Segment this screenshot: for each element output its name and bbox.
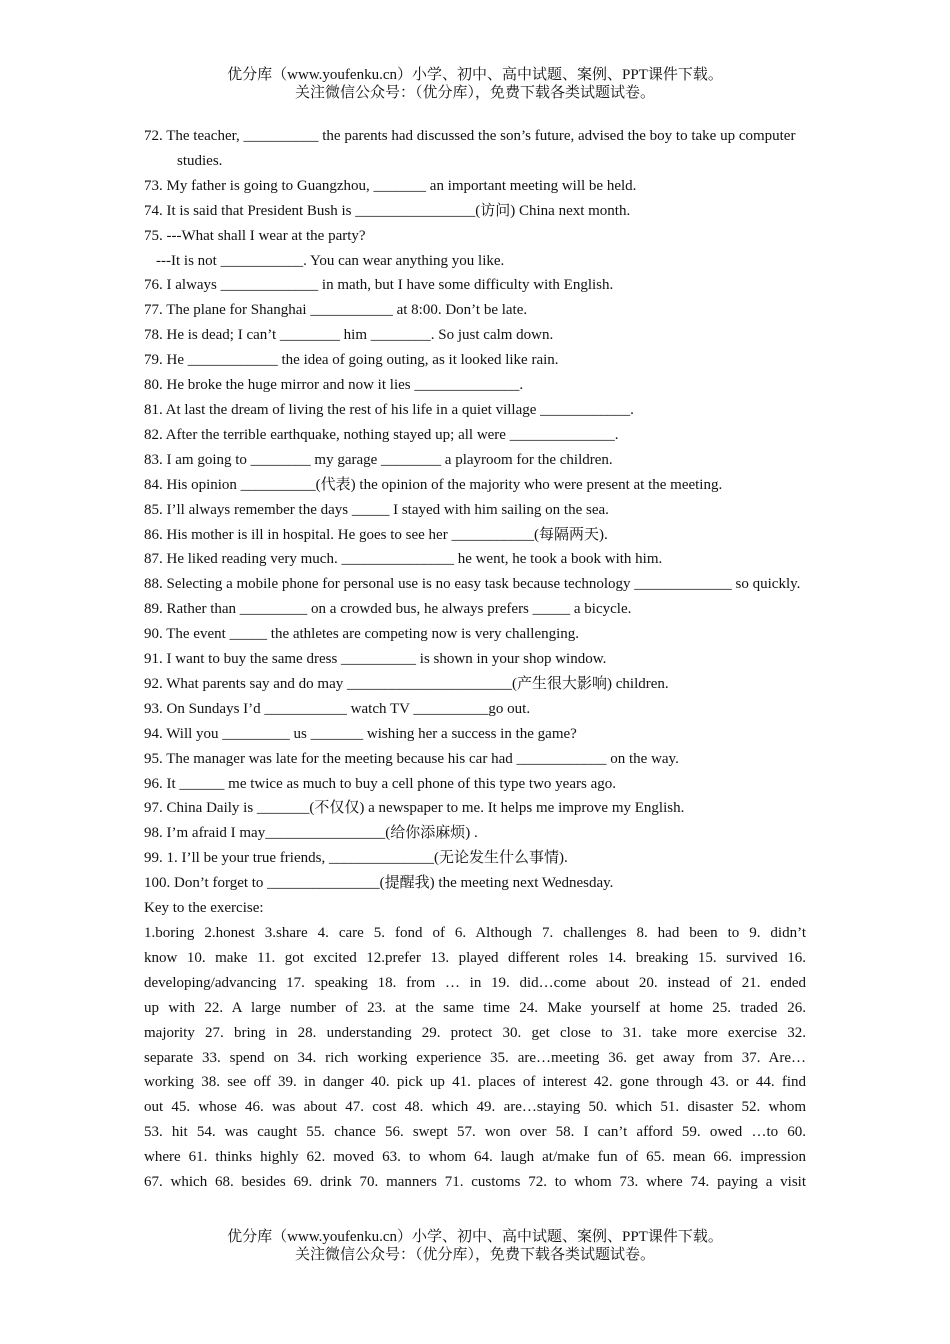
question-76: 76. I always _____________ in math, but I have some difficulty with English. [144, 277, 614, 294]
question-90: 90. The event _____ the athletes are competing now is very challenging. [144, 626, 580, 643]
question-94: 94. Will you _________ us _______ wishing her a success in the game? [144, 725, 577, 742]
answer-key-line: separate 33. spend on 34. rich working experience 35. are…meeting 36. get away from 37. Are… [144, 1049, 806, 1066]
question-87: 87. He liked reading very much. _______________ he went, he took a book with him. [144, 551, 663, 568]
question-88: 88. Selecting a mobile phone for personal use is no easy task because technology _____________ so quickly. [144, 576, 801, 593]
question-73: 73. My father is going to Guangzhou, _______ an important meeting will be held. [144, 177, 637, 194]
question-79: 79. He ____________ the idea of going outing, as it looked like rain. [144, 352, 559, 369]
question-100: 100. Don’t forget to _______________(提醒我) the meeting next Wednesday. [144, 875, 614, 892]
question-72: 72. The teacher, __________ the parents had discussed the son’s future, advised the boy to take up computer studies. [144, 128, 796, 169]
footer-line-2: 关注微信公众号：（优分库），免费下载各类试题试卷。 [294, 1247, 655, 1263]
question-84: 84. His opinion __________(代表) the opinion of the majority who were present at the meeting. [144, 476, 723, 493]
answer-key-line: know 10. make 11. got excited 12.prefer 13. played different roles 14. breaking 15. survived 16. [144, 949, 806, 966]
answer-key-line: out 45. whose 46. was about 47. cost 48. which 49. are…staying 50. which 51. disaster 52. whom [144, 1099, 806, 1116]
page-header [0, 66, 950, 102]
question-81: 81. At last the dream of living the rest of his life in a quiet village ____________. [144, 401, 634, 418]
header-line-1: 优分库（www.youfenku.cn）小学、初中、高中试题、案例、PPT课件下载。 [227, 67, 723, 83]
answer-key-line: developing/advancing 17. speaking 18. from … in 19. did…come about 20. instead of 21. ended [144, 974, 806, 991]
question-89: 89. Rather than _________ on a crowded bus, he always prefers _____ a bicycle. [144, 601, 632, 618]
header-line-2: 关注微信公众号：（优分库），免费下载各类试题试卷。 [294, 85, 655, 101]
question-99: 99. 1. I’ll be your true friends, ______________(无论发生什么事情). [144, 850, 568, 867]
answer-key-line: majority 27. bring in 28. understanding 29. protect 30. get close to 31. take more exercise 32. [144, 1024, 806, 1041]
question-92: 92. What parents say and do may ______________________(产生很大影响) children. [144, 675, 669, 692]
footer-line-1: 优分库（www.youfenku.cn）小学、初中、高中试题、案例、PPT课件下载。 [227, 1229, 723, 1245]
answer-key-line: 53. hit 54. was caught 55. chance 56. swept 57. won over 58. I can’t afford 59. owed …to 60. [144, 1124, 806, 1141]
question-98: 98. I’m afraid I may________________(给你添麻烦) . [144, 825, 478, 842]
question-83: 83. I am going to ________ my garage ________ a playroom for the children. [144, 451, 613, 468]
question-91: 91. I want to buy the same dress __________ is shown in your shop window. [144, 651, 607, 668]
question-85: 85. I’ll always remember the days _____ I stayed with him sailing on the sea. [144, 501, 609, 518]
answer-key-line: working 38. see off 39. in danger 40. pick up 41. places of interest 42. gone through 43. or 44. find [144, 1074, 806, 1091]
answer-key-line: 67. which 68. besides 69. drink 70. manners 71. customs 72. to whom 73. where 74. paying a visit [144, 1174, 806, 1191]
question-96: 96. It ______ me twice as much to buy a cell phone of this type two years ago. [144, 775, 616, 792]
question-75-answer-line: ---It is not ___________. You can wear anything you like. [156, 252, 505, 269]
question-75: 75. ---What shall I wear at the party? [144, 227, 366, 244]
answer-key-line: up with 22. A large number of 23. at the same time 24. Make yourself at home 25. traded 26. [144, 999, 806, 1016]
answer-key-title: Key to the exercise: [144, 900, 264, 917]
answer-key-line: where 61. thinks highly 62. moved 63. to whom 64. laugh at/make fun of 65. mean 66. impression [144, 1149, 806, 1166]
question-86: 86. His mother is ill in hospital. He goes to see her ___________(每隔两天). [144, 526, 608, 543]
question-77: 77. The plane for Shanghai ___________ at 8:00. Don’t be late. [144, 302, 528, 319]
answer-key-line: 1.boring 2.honest 3.share 4. care 5. fond of 6. Although 7. challenges 8. had been to 9. didn’t [144, 925, 806, 941]
question-93: 93. On Sundays I’d ___________ watch TV __________go out. [144, 700, 531, 717]
question-95: 95. The manager was late for the meeting because his car had ____________ on the way. [144, 750, 679, 767]
page-footer [0, 1228, 950, 1264]
question-97: 97. China Daily is _______(不仅仅) a newspaper to me. It helps me improve my English. [144, 800, 685, 817]
document-body [144, 124, 806, 1195]
question-80: 80. He broke the huge mirror and now it lies ______________. [144, 377, 524, 394]
question-82: 82. After the terrible earthquake, nothing stayed up; all were ______________. [144, 426, 619, 443]
question-78: 78. He is dead; I can’t ________ him ________. So just calm down. [144, 327, 554, 344]
question-74: 74. It is said that President Bush is ________________(访问) China next month. [144, 202, 631, 219]
